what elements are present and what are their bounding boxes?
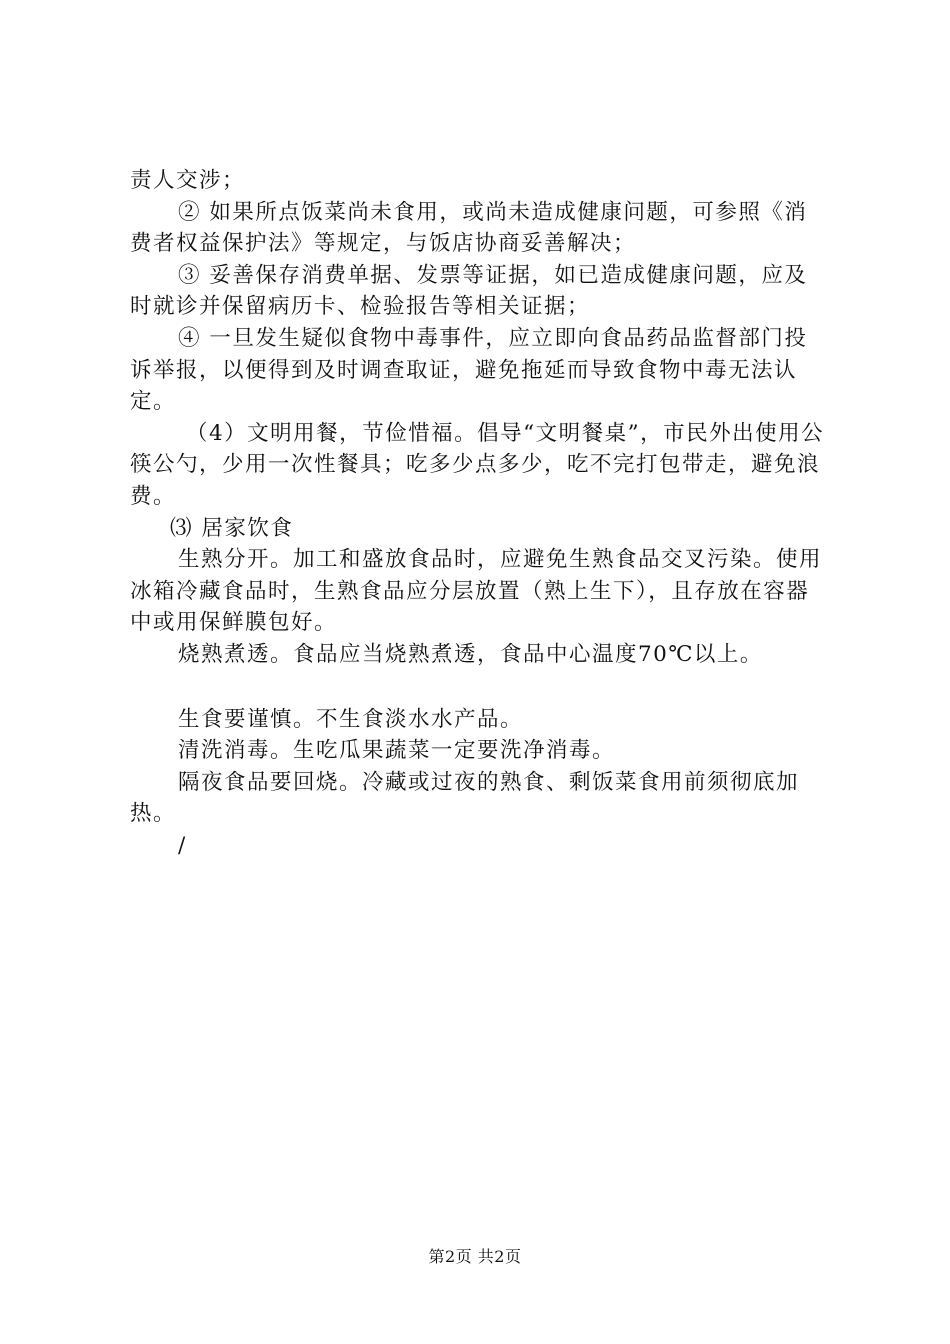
trailing-slash-mark: / (178, 832, 187, 858)
paragraph-item-2: ② 如果所点饭菜尚未食用，或尚未造成健康问题，可参照《消费者权益保护法》等规定，与饭店协商妥善解决； (130, 199, 808, 257)
paragraph-separate-raw-cooked: 生熟分开。加工和盛放食品时，应避免生熟食品交叉污染。使用冰箱冷藏食品时，生熟食品应分层放置（熟上生下），且存放在容器中或用保鲜膜包好。 (130, 547, 823, 636)
paragraph-item-4: ④ 一旦发生疑似食物中毒事件，应立即向食品药品监督部门投诉举报，以便得到及时调查取证，避免拖延而导致食物中毒无法认定。 (130, 325, 808, 415)
paragraph-raw-food-caution: 生食要谨慎。不生食淡水水产品。 (178, 706, 524, 732)
paragraph-item-3: ③ 妥善保存消费单据、发票等证据，如已造成健康问题，应及时就诊并保留病历卡、检验报告等相关证据； (130, 262, 808, 320)
document-body (130, 165, 830, 861)
paragraph-section-4: （4）文明用餐，节俭惜福。倡导“文明餐桌”，市民外出使用公筷公勺，少用一次性餐具；吃多少点多少，吃不完打包带走，避免浪费。 (130, 420, 825, 509)
section-heading-home-diet: ⑶ 居家饮食 (170, 515, 294, 541)
paragraph-continuation: 责人交涉； (130, 168, 246, 193)
paragraph-wash-disinfect: 清洗消毒。生吃瓜果蔬菜一定要洗净消毒。 (178, 738, 616, 764)
paragraph-reheat-leftovers: 隔夜食品要回烧。冷藏或过夜的熟食、剩饭菜食用前须彻底加热。 (130, 769, 800, 827)
page-number-footer: 第2页 共2页 (428, 1247, 522, 1266)
blank-line (130, 671, 830, 704)
paragraph-cook-thoroughly: 烧熟煮透。食品应当烧熟煮透，食品中心温度70℃以上。 (178, 641, 763, 667)
